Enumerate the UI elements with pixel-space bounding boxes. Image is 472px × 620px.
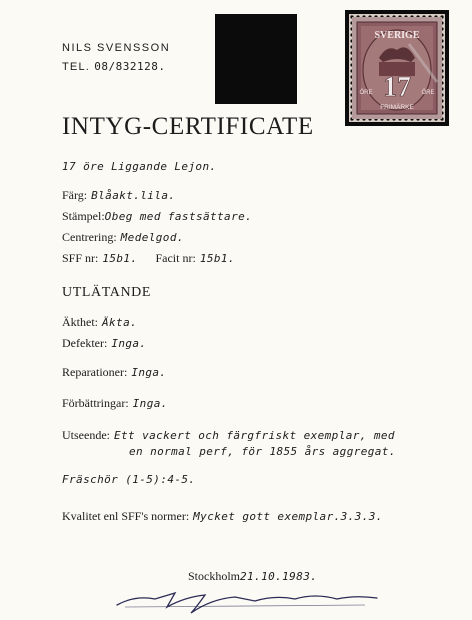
postmark-label: Stämpel: [62,209,105,223]
statement-defects [62,334,146,352]
facit-value: 15b1. [199,252,235,265]
signoff-line [188,567,317,585]
stamp-right-label: ÖRE [421,90,435,96]
detail-catalog-numbers [62,249,235,267]
issuer-name: NILS SVENSSON [62,42,171,54]
centering-label: Centrering: [62,230,117,244]
defects-label: Defekter: [62,336,108,350]
stamp-photo-frame [345,10,449,126]
stamp-left-label: ÖRE [359,90,373,96]
signoff-date: 21.10.1983. [240,570,318,583]
stamp-country: SVERIGE [374,30,420,41]
stamp-bottom-label: FRIMÄRKE [380,104,414,111]
repairs-value: Inga. [131,366,167,379]
improvements-value: Inga. [132,397,168,410]
appearance-line-1: Ett vackert och färgfriskt exemplar, med [113,429,395,442]
statement-appearance-cont [129,442,396,460]
defects-value: Inga. [111,337,147,350]
black-seal-box [215,14,297,104]
issuer-phone-label: TEL. [62,61,91,73]
postmark-value: Obeg med fastsättare. [104,210,253,223]
detail-postmark [62,207,252,225]
stamp-value: 17 [383,72,411,103]
authenticity-value: Äkta. [102,316,138,329]
facit-label: Facit nr: [155,251,196,265]
appearance-label: Utseende: [62,428,110,442]
appearance-line-2: en normal perf, för 1855 års aggregat. [129,445,396,458]
color-label: Färg: [62,188,88,202]
statement-repairs [62,363,166,381]
freshness-rating: Fräschör (1-5):4-5. [62,473,196,486]
sff-label: SFF nr: [62,251,99,265]
signoff-place: Stockholm [188,569,241,583]
issuer-phone [62,60,170,74]
detail-color [62,186,175,204]
handwritten-signature [115,585,385,615]
stamp-description: 17 öre Liggande Lejon. [62,160,217,173]
improvements-label: Förbättringar: [62,396,129,410]
statement-heading: UTLÄTANDE [62,285,152,300]
statement-improvements [62,394,168,412]
quality-label: Kvalitet enl SFF's normer: [62,509,190,523]
sff-value: 15b1. [102,252,138,265]
repairs-label: Reparationer: [62,365,128,379]
authenticity-label: Äkthet: [62,315,98,329]
quality-value: Mycket gott exemplar.3.3.3. [193,510,383,523]
issuer-phone-number: 08/832128. [94,60,166,73]
centering-value: Medelgod. [120,231,184,244]
color-value: Blåakt.lila. [91,189,176,202]
issuer-block [62,41,170,74]
detail-centering [62,228,184,246]
certificate-title: INTYG-CERTIFICATE [62,113,314,140]
statement-authenticity [62,313,137,331]
stamp-image [349,14,445,122]
quality-rating [62,507,383,525]
